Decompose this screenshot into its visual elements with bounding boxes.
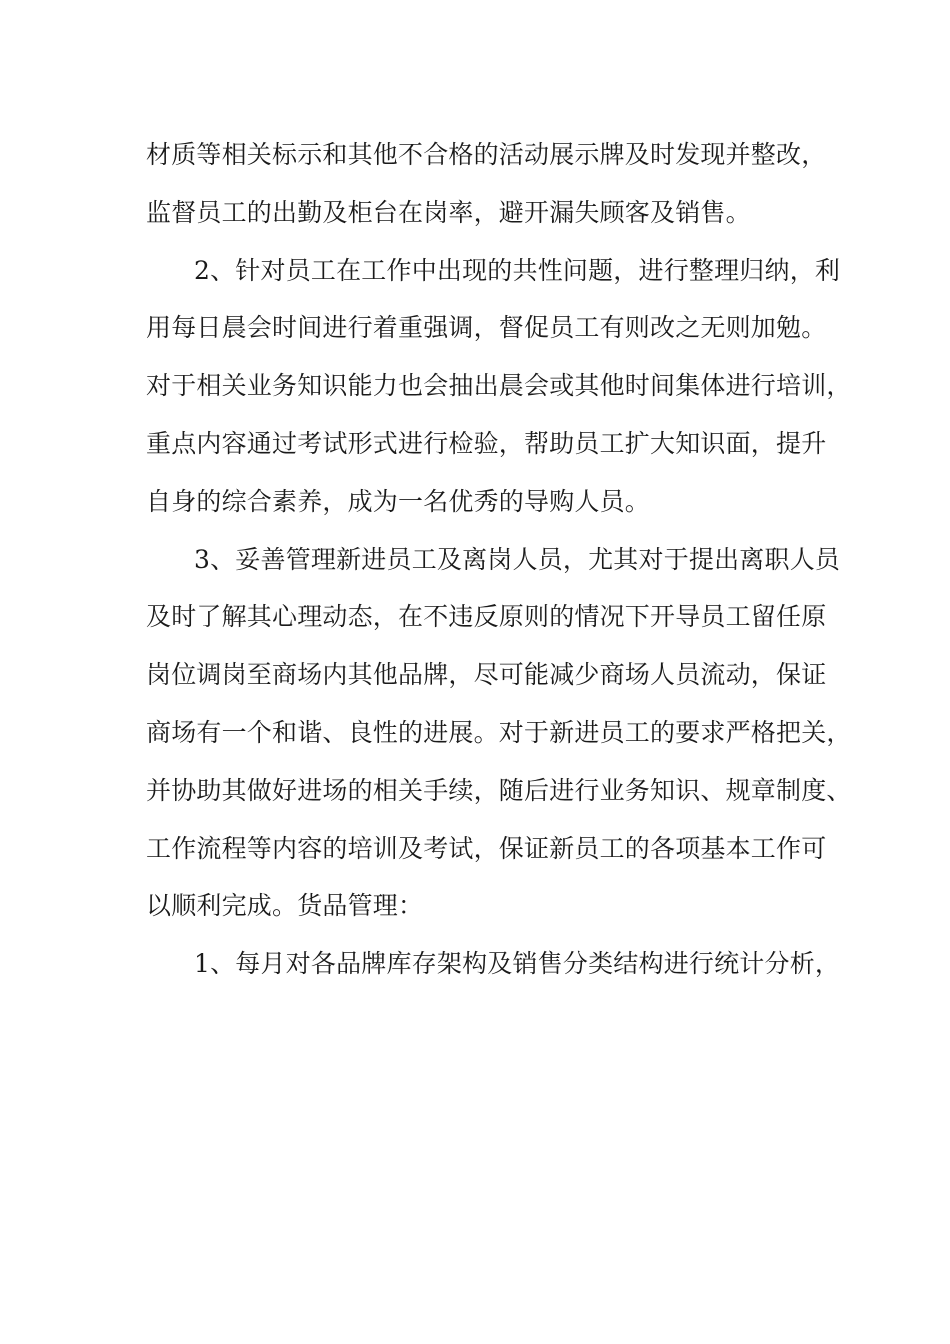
text-line: 对于相关业务知识能力也会抽出晨会或其他时间集体进行培训， xyxy=(146,371,852,401)
text-line: 重点内容通过考试形式进行检验，帮助员工扩大知识面，提升 xyxy=(146,428,827,458)
text-line: 以顺利完成。货品管理： xyxy=(146,891,424,921)
text-line: 2、针对员工在工作中出现的共性问题，进行整理归纳，利 xyxy=(194,255,841,285)
text-line: 及时了解其心理动态，在不违反原则的情况下开导员工留任原 xyxy=(146,602,827,632)
text-line: 监督员工的出勤及柜台在岗率，避开漏失顾客及销售。 xyxy=(146,197,751,227)
text-line: 3、妥善管理新进员工及离岗人员，尤其对于提出离职人员 xyxy=(194,544,841,574)
text-line: 自身的综合素养，成为一名优秀的导购人员。 xyxy=(146,486,651,516)
text-line: 岗位调岗至商场内其他品牌，尽可能减少商场人员流动，保证 xyxy=(146,660,827,690)
text-line: 用每日晨会时间进行着重强调，督促员工有则改之无则加勉。 xyxy=(146,313,827,343)
text-line: 并协助其做好进场的相关手续，随后进行业务知识、规章制度、 xyxy=(146,775,852,805)
text-line: 材质等相关标示和其他不合格的活动展示牌及时发现并整改， xyxy=(146,140,827,169)
body-text xyxy=(146,126,852,993)
text-line: 商场有一个和谐、良性的进展。对于新进员工的要求严格把关， xyxy=(146,717,852,747)
text-line: 1、每月对各品牌库存架构及销售分类结构进行统计分析， xyxy=(194,949,841,979)
text-line: 工作流程等内容的培训及考试，保证新员工的各项基本工作可 xyxy=(146,833,827,863)
